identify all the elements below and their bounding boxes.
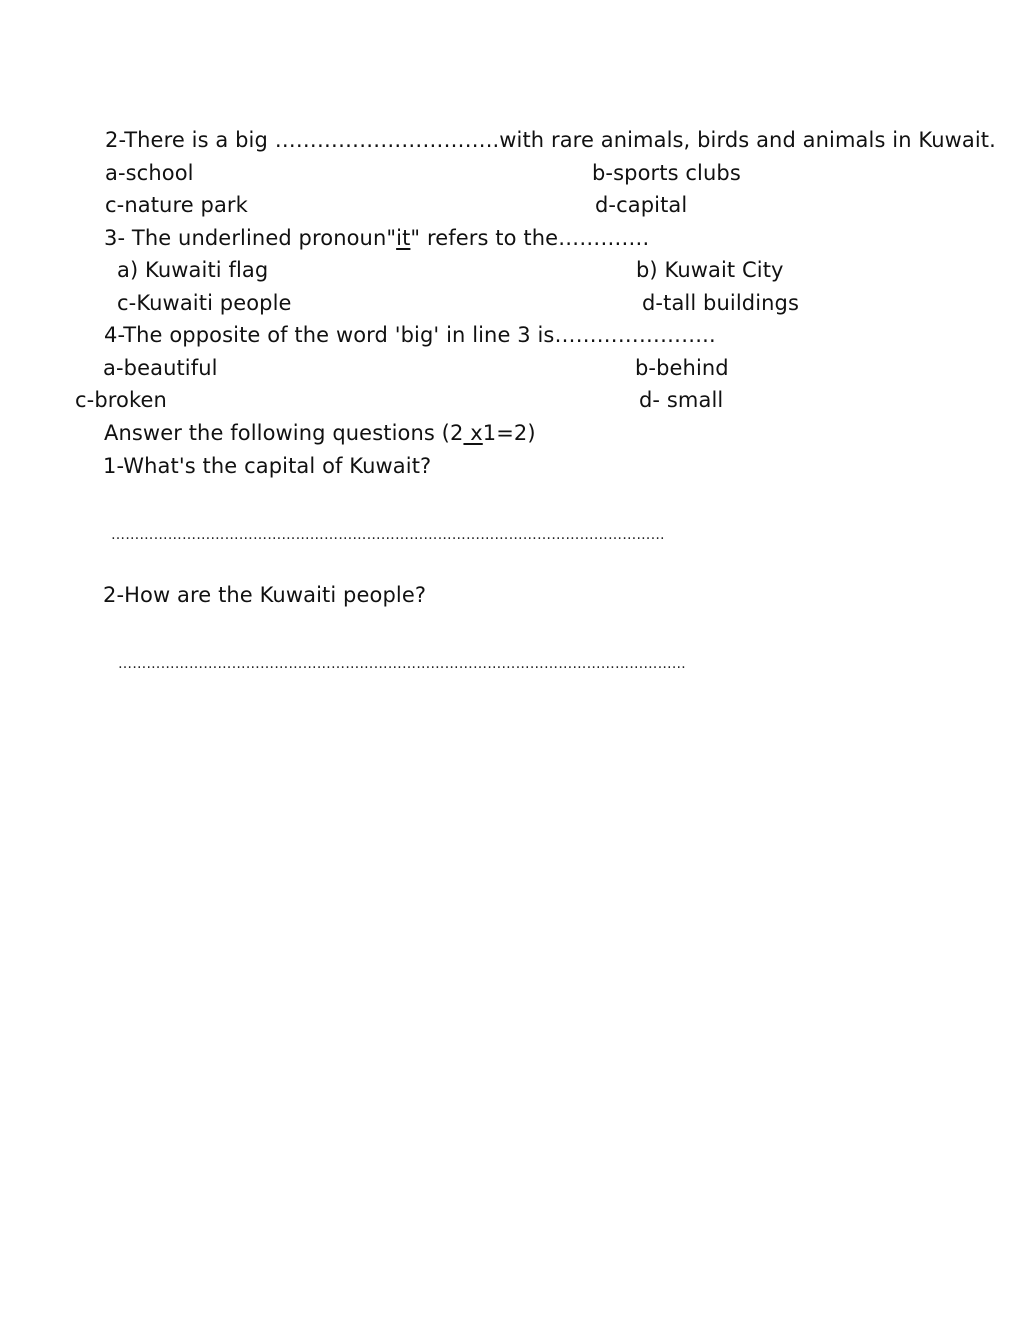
question-4-option-c: c-broken xyxy=(75,388,167,412)
question-3-text-start: 3- The underlined pronoun" xyxy=(104,226,397,250)
question-2-option-a: a-school xyxy=(105,161,194,185)
answer-heading-end: 1=2) xyxy=(482,421,536,445)
question-3-underlined-pronoun: it xyxy=(396,226,411,250)
question-3-option-d: d-tall buildings xyxy=(642,291,800,315)
question-3-text xyxy=(104,225,649,251)
answer-line-1[interactable]: ……………………………………………………………………………………………………… xyxy=(111,527,665,543)
open-question-1: 1-What's the capital of Kuwait? xyxy=(103,454,432,478)
open-question-2: 2-How are the Kuwaiti people? xyxy=(103,583,427,607)
question-3-option-b: b) Kuwait City xyxy=(636,258,784,282)
question-4-option-d: d- small xyxy=(639,388,724,412)
answer-heading-underlined: x xyxy=(463,421,483,445)
question-4-option-a: a-beautiful xyxy=(103,356,218,380)
question-2-option-c: c-nature park xyxy=(105,193,248,217)
answer-line-2[interactable]: ………………………………………………………………………………………………………… xyxy=(118,656,686,672)
answer-heading-start: Answer the following questions (2 xyxy=(104,421,464,445)
question-4-option-b: b-behind xyxy=(635,356,729,380)
question-3-option-a: a) Kuwaiti flag xyxy=(117,258,269,282)
question-2-text: 2-There is a big …………………………..with rare animals, birds and animals in Kuwait. xyxy=(105,128,996,152)
question-2-option-d: d-capital xyxy=(595,193,688,217)
question-4-text: 4-The opposite of the word 'big' in line 3 is………………….. xyxy=(104,323,716,347)
question-3-option-c: c-Kuwaiti people xyxy=(117,291,292,315)
answer-section-heading xyxy=(104,420,536,446)
question-2-option-b: b-sports clubs xyxy=(592,161,741,185)
question-3-text-end: " refers to the…………. xyxy=(410,226,650,250)
